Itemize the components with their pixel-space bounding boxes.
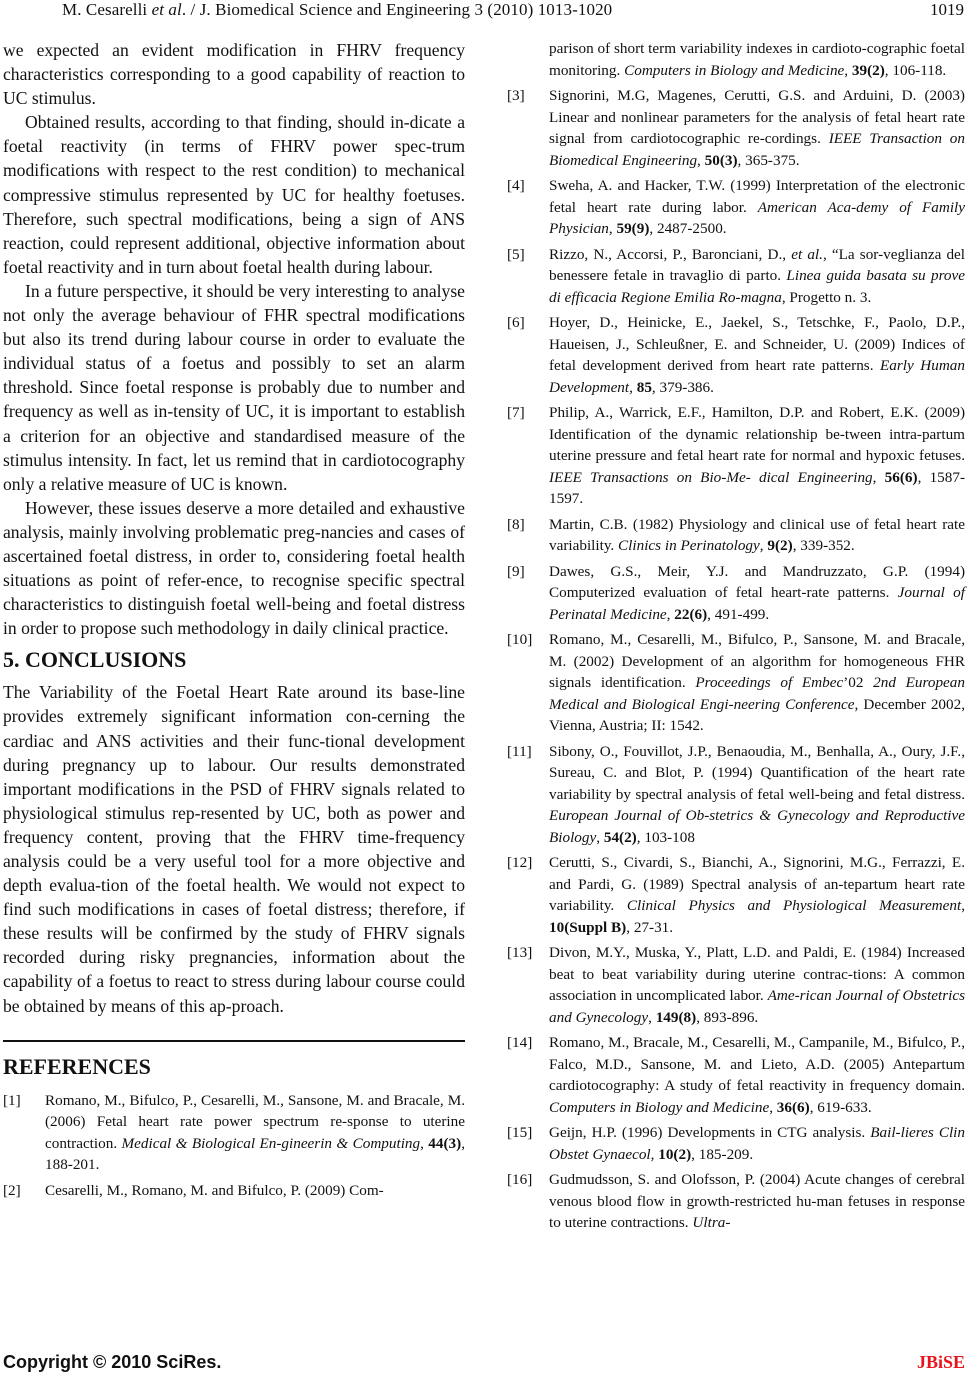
reference-item [507, 244, 965, 309]
section-divider [3, 1040, 465, 1042]
paragraph: In a future perspective, it should be very interesting to analyse not only the average behaviour of FHR spectral modifications but also its trend during labour course in order to evaluate the individual status of a foetus and possibly to set an alarm threshold. Since foetal response is probably due to number and frequency as well as in-tensity of UC, it is important to establish a criterion for an objective and standardised measure of the stimulus intensity. In fact, let us remind that in cardiotocography only a relative measure of UC is known. [3, 280, 465, 494]
reference-sep: , [844, 61, 852, 79]
reference-item [507, 852, 965, 938]
reference-volume: 9(2) [767, 537, 793, 554]
reference-sep: , [697, 151, 705, 169]
reference-sep: , [666, 605, 675, 623]
reference-item [3, 1180, 465, 1202]
page-number: 1019 [930, 0, 964, 19]
reference-authors-title: Cesarelli, M., Romano, M. and Bifulco, P. (2009) Com- [45, 1181, 384, 1199]
reference-journal: European Journal of Ob-stetrics & Gynecology and Reproductive Biology [549, 807, 965, 846]
reference-sep: , [608, 220, 617, 237]
reference-text [549, 244, 965, 309]
reference-authors-title: parison of short term variability indexes in cardioto-cographic foetal monitoring. [549, 40, 965, 79]
reference-text [45, 1090, 465, 1176]
reference-number: [14] [507, 1034, 533, 1051]
reference-item [507, 629, 965, 737]
references-list-right [507, 38, 965, 1234]
reference-volume: 10(Suppl B) [549, 918, 627, 936]
reference-volume: 85 [636, 378, 652, 396]
reference-volume: 39(2) [851, 61, 885, 79]
reference-text [549, 175, 965, 240]
right-column [507, 38, 965, 1238]
running-head-journal: . / J. Biomedical Science and Engineering 3 (2010) 1013-1020 [181, 0, 613, 19]
paragraph: Obtained results, according to that finding, should in-dicate a foetal reactivity (in terms of FHRV power spec-trum modifications with respect to the rest condition) to mechanical compressive stimulus represented by UC for healthy foetuses. Therefore, such spectral modifications, being a sign of ANS reaction, could represent additional, objective information about foetal reactivity and in turn about foetal health during labour. [3, 112, 465, 277]
reference-number: [9] [507, 562, 525, 580]
reference-item [507, 38, 965, 81]
reference-authors-title: Philip, A., Warrick, E.F., Hamilton, D.P. and Robert, E.K. (2009) Identification of the dynamic relationship be-tween intra-partum uterine pressure and fetal heart rate for normal and hypoxic fetuses. [549, 404, 965, 464]
reference-authors-title: Geijn, H.P. (1996) Developments in CTG analysis. [549, 1124, 871, 1141]
reference-text [549, 741, 965, 849]
reference-item [507, 942, 965, 1028]
reference-journal: Bail-lieres Clin Obstet Gynaecol [549, 1124, 965, 1163]
reference-volume: 10(2) [658, 1145, 692, 1163]
reference-pages: , 188-201. [45, 1134, 465, 1174]
left-column [3, 38, 465, 1201]
section-heading-conclusions: 5. CONCLUSIONS [3, 647, 187, 673]
reference-authors-title: Cerutti, S., Civardi, S., Bianchi, A., Signorini, M.G., Ferrazzi, E. and Pardi, G. (1989) Spectral analysis of an-tepartum heart rate variability. [549, 854, 965, 914]
reference-sep: , [769, 1098, 777, 1116]
copyright-notice: Copyright © 2010 SciRes. [3, 1352, 222, 1372]
reference-number: [2] [3, 1181, 21, 1199]
reference-text [549, 402, 965, 510]
reference-pages: , Progetto n. 3. [781, 288, 872, 306]
reference-number: [12] [507, 854, 533, 871]
reference-authors-title: Signorini, M.G, Magenes, Cerutti, G.S. and Arduini, D. (2003) Linear and nonlinear parameters for the analysis of fetal heart rate signal from cardiotocographic re-cordings. [549, 87, 965, 147]
reference-authors-title: Sweha, A. and Hacker, T.W. (1999) Interpretation of the electronic fetal heart rate during labor. [549, 177, 965, 216]
reference-item [507, 175, 965, 240]
reference-number: [6] [507, 314, 525, 331]
reference-number: [11] [507, 742, 532, 760]
reference-item [507, 1032, 965, 1118]
reference-journal: Computers in Biology and Medicine [549, 1098, 770, 1116]
reference-item [507, 402, 965, 510]
reference-journal: Early Human Development [549, 357, 965, 396]
reference-authors-title: Martin, C.B. (1982) Physiology and clinical use of fetal heart rate variability. [549, 515, 965, 554]
reference-pages: , 103-108 [636, 828, 695, 846]
reference-item [507, 741, 965, 849]
reference-number: [5] [507, 245, 525, 263]
reference-text [549, 312, 965, 398]
reference-journal: IEEE Transactions on Bio-Me- dical Engineering [549, 468, 873, 486]
running-head-authors: M. Cesarelli [62, 0, 152, 19]
reference-item [3, 1090, 465, 1176]
reference-authors-title: Romano, M., Cesarelli, M., Bifulco, P., Sansone, M. and Bracale, M. (2002) Development of an algorithm for homogeneous FHR signals identification. [549, 631, 965, 691]
reference-sep: , [650, 1145, 659, 1163]
reference-pages: , 1587-1597. [549, 468, 966, 507]
reference-authors-title: Gudmudsson, S. and Olofsson, P. (2004) Acute changes of cerebral venous blood flow in growth-restricted hu-man fetuses in response to uterine contractions. [549, 1171, 965, 1231]
reference-item [507, 85, 965, 171]
reference-authors-title: Dawes, G.S., Meir, Y.J. and Mandruzzato, G.P. (1994) Computerized evaluation of fetal heart-rate patterns. [549, 562, 965, 601]
reference-journal: Clinics in Perinatology [618, 537, 760, 554]
reference-pages: , 491-499. [707, 605, 770, 623]
reference-authors-title: Romano, M., Bifulco, P., Cesarelli, M., Sansone, M. and Bracale, M. (2006) Fetal heart rate power spectrum re-sponse to uterine contraction. [45, 1091, 465, 1152]
reference-sep: , [420, 1134, 429, 1152]
reference-sep: , [596, 828, 604, 846]
reference-number: [16] [507, 1171, 533, 1188]
reference-number: [3] [507, 87, 525, 104]
reference-journal: Clinical Physics and Physiological Measurement [626, 897, 962, 914]
reference-text [549, 561, 965, 626]
reference-authors-title: Romano, M., Bracale, M., Cesarelli, M., Campanile, M., Bifulco, P., Falco, M.D., Sansone, M. and Lieto, A.D. (2005) Antepartum cardiotocography: A study of fetal reactivity in frequency domain. [549, 1034, 965, 1094]
reference-pages: , 27-31. [626, 918, 674, 936]
reference-etal: et al. [791, 245, 823, 263]
reference-pages: , 379-386. [651, 378, 714, 396]
reference-volume: 36(6) [776, 1098, 810, 1116]
reference-journal: 2nd European Medical and Biological Engi-neering Conference [549, 674, 965, 713]
reference-pages: , 365-375. [737, 151, 800, 169]
reference-journal: Ultra- [692, 1214, 731, 1231]
reference-pages: , 893-896. [696, 1008, 759, 1026]
reference-sep: , [759, 537, 768, 554]
running-head-etal: et al [151, 0, 182, 19]
reference-pages: , 619-633. [809, 1098, 872, 1116]
reference-pages: ’02 [843, 674, 874, 691]
reference-pages: , 2487-2500. [649, 220, 727, 237]
reference-journal: Proceedings of Embec [695, 674, 844, 691]
reference-journal: Medical & Biological En-gineerin & Computing [121, 1134, 421, 1152]
reference-number: [13] [507, 944, 533, 961]
reference-text [549, 1169, 965, 1234]
reference-volume: 149(8) [655, 1008, 697, 1026]
reference-item [507, 1169, 965, 1234]
reference-sep: , [629, 378, 637, 396]
reference-text [549, 629, 965, 737]
reference-number: [10] [507, 631, 533, 648]
reference-text [549, 1032, 965, 1118]
reference-volume: 56(6) [884, 468, 918, 486]
reference-number: [7] [507, 404, 525, 421]
reference-text [549, 852, 965, 938]
paragraph: we expected an evident modification in FHRV frequency characteristics corresponding to a good capability of reaction to UC stimulus. [3, 40, 465, 109]
references-heading: REFERENCES [3, 1053, 151, 1079]
reference-pages: , December 2002, Vienna, Austria; II: 1542. [549, 695, 965, 734]
reference-journal: Computers in Biology and Medicine [624, 61, 845, 79]
reference-number: [4] [507, 177, 525, 194]
reference-text [45, 1180, 465, 1202]
reference-journal: American Aca-demy of Family Physician [549, 198, 965, 237]
reference-volume: 22(6) [674, 605, 708, 623]
reference-journal: Ame-rican Journal of Obstetrics and Gynecology [549, 987, 965, 1026]
reference-item [507, 312, 965, 398]
reference-text [549, 1122, 965, 1165]
reference-authors-title: Rizzo, N., Accorsi, P., Baronciani, D., [549, 245, 792, 263]
running-header [0, 0, 968, 30]
references-list-left [3, 1090, 465, 1202]
reference-sep: , [872, 468, 885, 486]
reference-text [507, 38, 965, 81]
reference-text [549, 514, 965, 557]
reference-volume: 44(3) [428, 1134, 462, 1152]
reference-pages: , 339-352. [792, 537, 855, 554]
reference-authors-title: Divon, M.Y., Muska, Y., Platt, L.D. and Paldi, E. (1984) Increased beat to beat variability during uterine contrac-tions: A common association in uncomplicated labor. [549, 944, 965, 1004]
reference-pages: , 185-209. [691, 1145, 754, 1163]
reference-title: , “La sor-veglianza del benessere fetale in travaglio di parto. [549, 245, 966, 284]
reference-authors-title: Sibony, O., Fouvillot, J.P., Benaoudia, M., Benhalla, A., Oury, J.F., Sureau, C. and Blot, P. (1994) Quantification of the heart rate variability by spectral analysis of fetal well-being and fetal distress. [549, 742, 965, 803]
reference-text [549, 942, 965, 1028]
reference-journal: IEEE Transaction on Biomedical Engineering [549, 130, 965, 169]
reference-number: [8] [507, 515, 525, 533]
reference-number: [1] [3, 1091, 21, 1109]
reference-authors-title: Hoyer, D., Heinicke, E., Jaekel, S., Tetschke, F., Paolo, D.P., Haueisen, J., Schleußner, E. and Schneider, U. (2009) Indices of fetal development derived from heart rate patterns. [549, 314, 965, 374]
running-head [62, 0, 612, 20]
reference-volume: 59(9) [616, 220, 650, 237]
reference-item [507, 561, 965, 626]
journal-logo: JBiSE [916, 1352, 965, 1372]
reference-pages: , 106-118. [884, 61, 947, 79]
reference-journal: Journal of Perinatal Medicine [549, 584, 965, 623]
reference-number: [15] [507, 1124, 533, 1141]
reference-volume: 54(2) [603, 828, 637, 846]
page-footer [0, 1352, 968, 1382]
reference-item [507, 514, 965, 557]
reference-item [507, 1122, 965, 1165]
paragraph: However, these issues deserve a more detailed and exhaustive analysis, mainly involving problematic preg-nancies and cases of ascertained foetal distress, in order to, considering foetal health situations as point of refer-ence, to recognise specific spectral characteristics to distinguish foetal well-being and foetal distress in order to propose such methodology in daily clinical practice. [3, 497, 465, 639]
reference-sep: , [961, 897, 966, 914]
reference-journal: Linea guida basata su prove di efficacia Regione Emilia Ro-magna [549, 267, 966, 306]
reference-sep: , [648, 1008, 656, 1026]
reference-volume: 50(3) [704, 151, 738, 169]
reference-text [549, 85, 965, 171]
conclusions-paragraph: The Variability of the Foetal Heart Rate around its base-line provides extremely significant information con-cerning the cardiac and ANS activities and their func-tional development during pregnancy up to labour. Our results demonstrated important modifications in the PSD of FHRV signals related to physiological stimulus rep-resented by UC, both as power and frequency content, proving that the FHRV time-frequency analysis could be a very useful tool for a more objective and depth evalua-tion of the foetal health. We would not expect to find such modifications in cases of foetal distress; therefore, if these results will be confirmed by the study of FHRV signals recorded during risky pregnancies, information about the capability of a foetus to react to stress during labour course could be obtained by means of this ap-proach. [3, 682, 465, 1016]
